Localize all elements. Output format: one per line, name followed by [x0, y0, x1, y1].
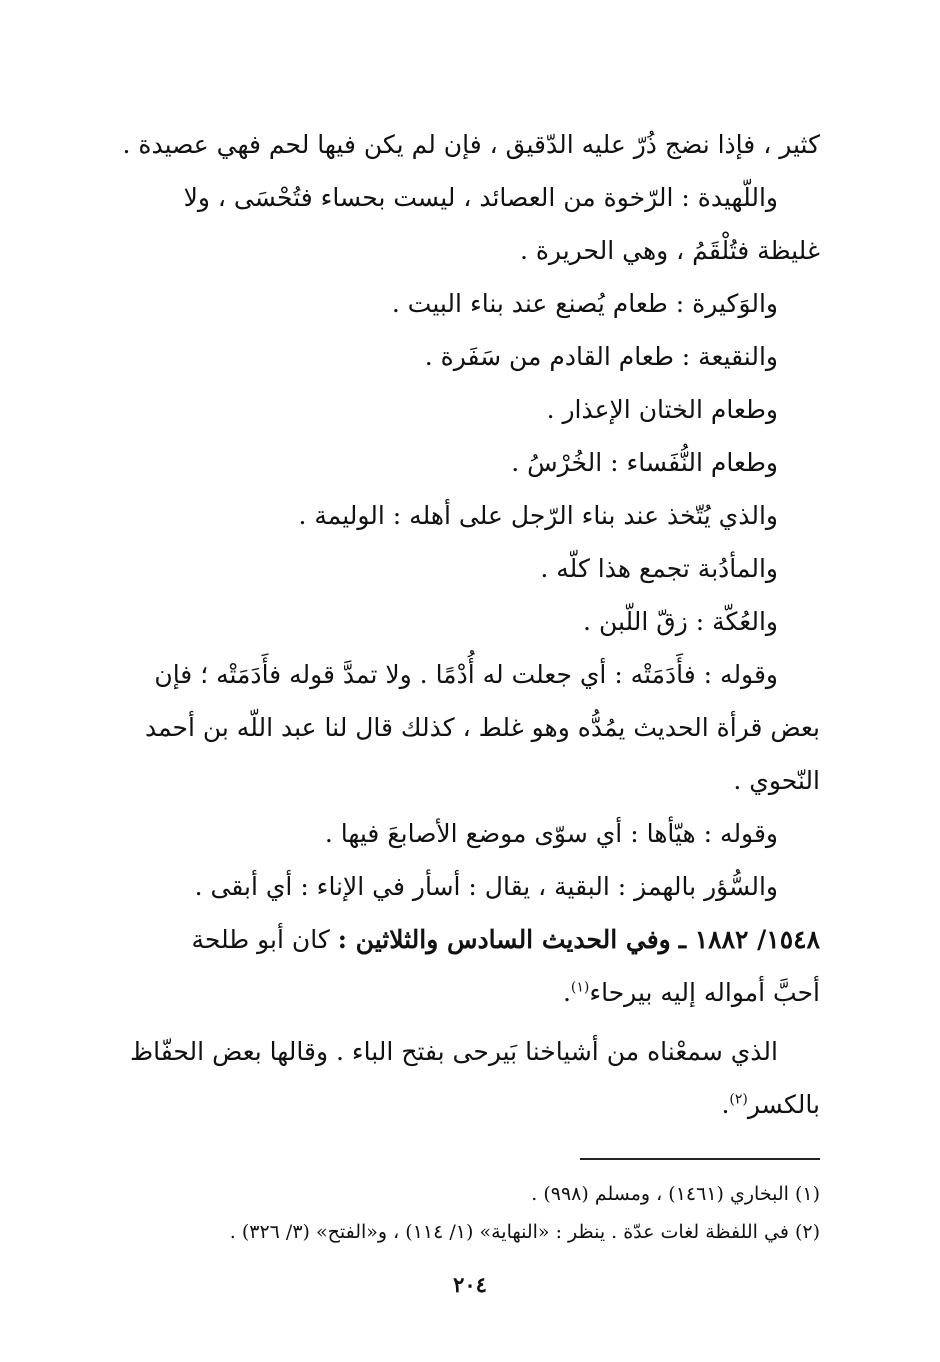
- closing-line-1: الذي سمعْناه من أشياخنا بَيرحى بفتح الباء . وقالها بعض الحفّاظ: [130, 1037, 778, 1066]
- body-line: واللّهيدة : الرّخوة من العصائد ، ليست بحساء فتُحْسَى ، ولا: [183, 183, 778, 212]
- body-line: كثير ، فإذا نضج ذُرّ عليه الدّقيق ، فإن لم يكن فيها لحم فهي عصيدة .: [122, 130, 820, 159]
- hadith-number: ١٥٤٨/ ١٨٨٢ ـ: [678, 925, 820, 954]
- footnote-divider: [580, 1158, 820, 1160]
- body-line: بعض قرأة الحديث يمُدُّه وهو غلط ، كذلك قال لنا عبد اللّه بن أحمد: [144, 713, 820, 742]
- footnote-ref-1[interactable]: (١): [570, 979, 590, 996]
- hadith-text-line: [80, 966, 820, 1019]
- page-body: [80, 118, 820, 1131]
- body-line: وقوله : فأَدَمَتْه : أي جعلت له أُدْمًا . ولا تمدَّ قوله فأَدَمَتْه ؛ فإن: [154, 660, 778, 689]
- hadith-heading-line: [80, 913, 820, 966]
- hadith-text-continued: أحبَّ أمواله إليه بيرحاء: [589, 978, 820, 1007]
- body-paragraphs: [80, 118, 820, 913]
- footnote-2: (٢) في اللفظة لغات عدّة . ينظر : «النهاية» (١/ ١١٤) ، و«الفتح» (٣/ ٣٢٦) .: [229, 1221, 820, 1243]
- footnote-1: (١) البخاري (١٤٦١) ، ومسلم (٩٩٨) .: [531, 1183, 820, 1205]
- hadith-title: وفي الحديث السادس والثلاثين :: [337, 925, 671, 954]
- body-line: وطعام النُّفَساء : الخُرْسُ .: [511, 448, 778, 477]
- closing-line-2: [80, 1078, 820, 1131]
- body-line: والوَكيرة : طعام يُصنع عند بناء البيت .: [391, 289, 778, 318]
- footnote-ref-2[interactable]: (٢): [729, 1091, 748, 1108]
- body-line: غليظة فتُلْقَمُ ، وهي الحريرة .: [519, 236, 820, 265]
- hadith-text-start: كان أبو طلحة: [191, 925, 330, 954]
- closing-end: .: [721, 1090, 730, 1119]
- footnotes: [80, 1175, 820, 1251]
- body-line: النّحوي .: [733, 766, 820, 795]
- body-line: وطعام الختان الإعذار .: [546, 395, 778, 424]
- body-line: والمأدُبة تجمع هذا كلّه .: [540, 554, 778, 583]
- page-number: ٢٠٤: [453, 1272, 487, 1297]
- body-line: والنقيعة : طعام القادم من سَفَرة .: [424, 342, 778, 371]
- hadith-text-end: .: [562, 978, 571, 1007]
- body-line: والسُّؤر بالهمز : البقية ، يقال : أسأر في الإناء : أي أبقى .: [194, 872, 778, 901]
- body-line: والذي يُتّخذ عند بناء الرّجل على أهله : الوليمة .: [298, 501, 778, 530]
- closing-text: بالكسر: [747, 1090, 820, 1119]
- body-line: والعُكّة : زقّ اللّبن .: [583, 607, 778, 636]
- body-line: وقوله : هيّأها : أي سوّى موضع الأصابعَ فيها .: [324, 819, 778, 848]
